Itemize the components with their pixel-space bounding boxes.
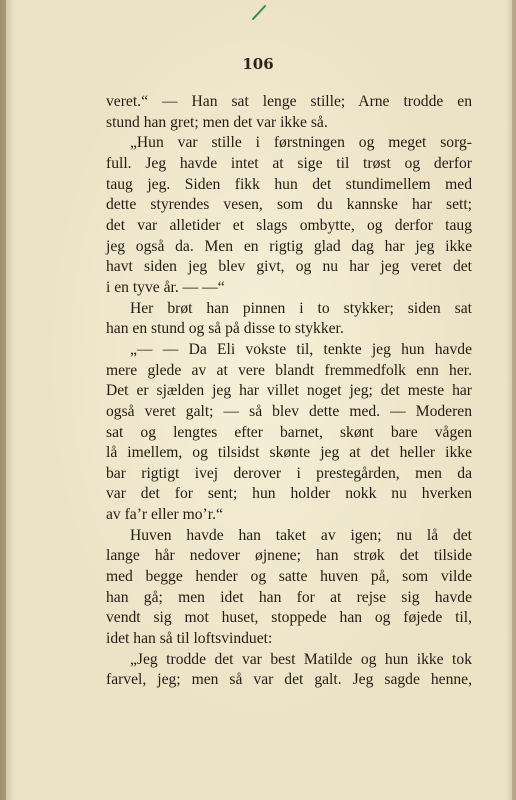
text-line: veret.“ — Han sat lenge stille; Arne trodde en [106,93,472,110]
text-line: var det for sent; hun holder nokk nu hverken [106,485,472,503]
text-line: med begge hender og satte huven på, som vilde [106,568,472,586]
text-line: han en stund og så på disse to stykker. [106,320,344,338]
text-line: stund han gret; men det var ikke så. [106,113,328,131]
page-edge [512,0,516,800]
text-line: det var alletider et slags ombytte, og derfor taug [106,216,472,234]
text-line: mere glede av at vere blandt fremmedfolk enn her. [106,361,472,379]
text-line: lange hår nedover øjnene; han strøk det tilside [106,547,472,565]
text-line: vendt sig mot huset, stoppede han og føjede til, [106,609,472,627]
text-line: dette styrendes vesen, som du kannske har sett; [106,196,472,214]
text-line: havt siden jeg blev givt, og nu har jeg veret det [106,258,472,276]
text-line: han gå; men idet han for at rejse sig havde [106,588,472,606]
text-line: „— — Da Eli vokste til, tenkte jeg hun havde [130,340,472,358]
text-line: idet han så til loftsvinduet: [106,630,273,648]
pencil-mark-icon [250,4,268,20]
text-line: også veret galt; — så blev dette med. — Moderen [106,402,472,420]
page-number: 106 [242,55,274,73]
text-line: Huven havde han taket av igen; nu lå det [130,526,472,544]
text-line: av fa’r eller mo’r.“ [106,506,223,524]
text-line: lå imellem, og tilsidst skønte jeg at det heller ikke [106,444,472,462]
text-line: bar rigtigt ivej derover i prestegården, men da [106,464,472,482]
binding-shadow [0,0,6,800]
text-line: farvel, jeg; men så var det galt. Jeg sagde henne, [106,671,472,689]
text-line: Her brøt han pinnen i to stykker; siden sat [130,299,472,317]
text-line: „Hun var stille i førstningen og meget sorg- [130,134,472,152]
text-line: sat og lengtes efter barnet, skønt bare vågen [106,423,472,441]
text-line: full. Jeg havde intet at sige til trøst og derfor [106,154,472,172]
text-line: i en tyve år. — —“ [106,278,225,296]
text-line: taug jeg. Siden fikk hun det stundimellem med [106,175,472,193]
text-line: Det er sjælden jeg har villet noget jeg; det meste har [106,382,472,400]
body-text [106,92,472,691]
text-line: „Jeg trodde det var best Matilde og hun ikke tok [130,650,472,668]
text-line: jeg også da. Men en rigtig glad dag har jeg ikke [106,237,472,255]
